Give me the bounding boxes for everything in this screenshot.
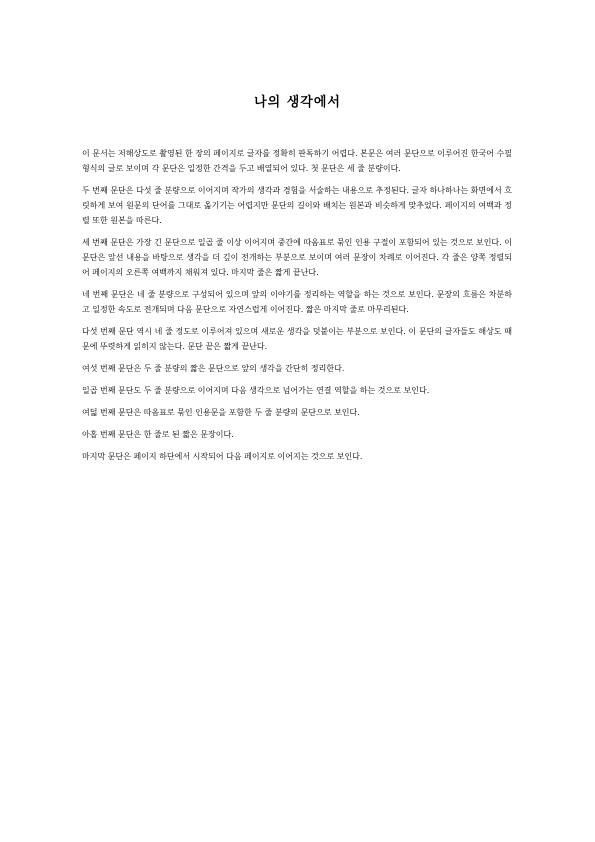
paragraph: 다섯 번째 문단 역시 네 줄 정도로 이루어져 있으며 새로운 생각을 덧붙이는 부분으로 보인다. 이 문단의 글자들도 해상도 때문에 뚜렷하게 읽히지 않는다. 문단 끝은 짧게 끝난다. xyxy=(82,327,512,351)
paragraph: 이 문서는 저해상도로 촬영된 한 장의 페이지로 글자를 정확히 판독하기 어렵다. 본문은 여러 문단으로 이루어진 한국어 수필 형식의 글로 보이며 각 문단은 일정한 간격을 두고 배열되어 있다. 첫 문단은 세 줄 분량이다. xyxy=(82,149,512,173)
paragraph: 여덟 번째 문단은 따옴표로 묶인 인용문을 포함한 두 줄 분량의 문단으로 보인다. xyxy=(82,408,360,417)
document-title: 나의 생각에서 xyxy=(254,95,341,110)
document-body xyxy=(82,146,512,464)
paragraph: 두 번째 문단은 다섯 줄 분량으로 이어지며 작가의 생각과 경험을 서술하는 내용으로 추정된다. 글자 하나하나는 화면에서 흐릿하게 보여 원문의 단어를 그대로 옮기기는 어렵지만 문단의 길이와 배치는 원본과 비슷하게 맞추었다. 페이지의 여백과 정렬 또한 원본을 따른다. xyxy=(82,186,512,225)
paragraph: 아홉 번째 문단은 한 줄로 된 짧은 문장이다. xyxy=(82,430,234,439)
paragraph: 마지막 문단은 페이지 하단에서 시작되어 다음 페이지로 이어지는 것으로 보인다. xyxy=(82,452,363,461)
paragraph: 일곱 번째 문단도 두 줄 분량으로 이어지며 다음 생각으로 넘어가는 연결 역할을 하는 것으로 보인다. xyxy=(82,386,430,395)
paragraph: 세 번째 문단은 가장 긴 문단으로 일곱 줄 이상 이어지며 중간에 따옴표로 묶인 인용 구절이 포함되어 있는 것으로 보인다. 이 문단은 앞선 내용을 바탕으로 생각을 더 깊이 전개하는 부분으로 보이며 여러 문장이 차례로 이어진다. 각 줄은 양쪽 정렬되어 페이지의 오른쪽 여백까지 채워져 있다. 마지막 줄은 짧게 끝난다. xyxy=(82,238,512,277)
paragraph: 여섯 번째 문단은 두 줄 분량의 짧은 문단으로 앞의 생각을 간단히 정리한다. xyxy=(82,364,345,373)
paragraph: 네 번째 문단은 네 줄 분량으로 구성되어 있으며 앞의 이야기를 정리하는 역할을 하는 것으로 보인다. 문장의 흐름은 차분하고 일정한 속도로 전개되며 다음 문단으로 자연스럽게 이어진다. 짧은 마지막 줄로 마무리된다. xyxy=(82,290,512,314)
